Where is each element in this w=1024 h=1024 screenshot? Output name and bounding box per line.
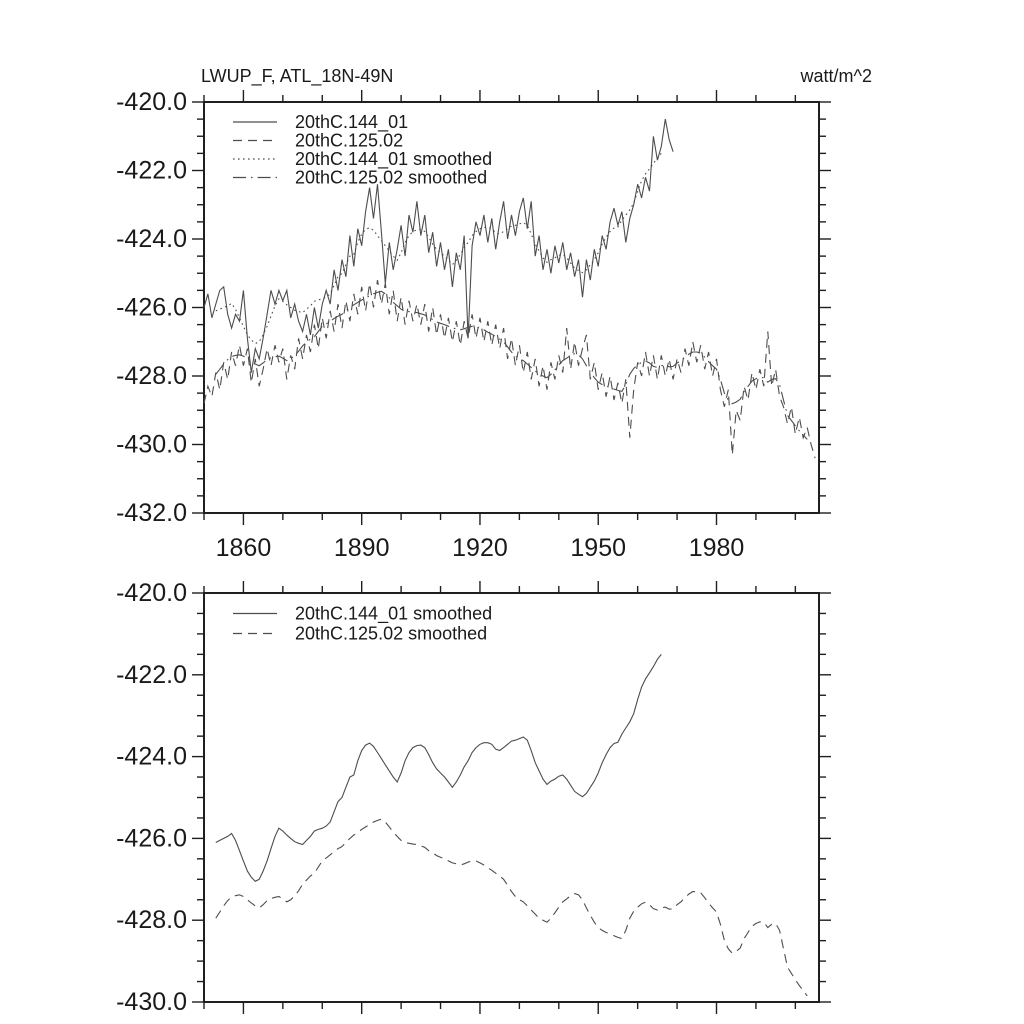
legend-label: 20thC.144_01 smoothed [295,149,493,169]
panel-top [116,88,831,562]
legend-label: 20thC.125.02 smoothed [295,167,488,188]
panel-bottom [116,579,831,1016]
x-tick-label: 1920 [452,534,508,562]
y-tick-label: -430.0 [116,430,187,459]
y-tick-label: -432.0 [116,499,187,527]
series-line-20thC.144_01-smoothed [216,654,662,881]
x-tick-label: 1950 [570,534,627,562]
y-tick-label: -422.0 [116,156,187,185]
plot-frame [204,593,819,1002]
y-tick-label: -424.0 [116,742,187,771]
plot-title: LWUP_F, ATL_18N-49N [201,66,394,86]
y-tick-label: -420.0 [116,579,187,607]
legend-label: 20thC.144_01 smoothed [295,603,493,624]
x-tick-label: 1980 [688,534,745,562]
x-tick-label: 1860 [215,534,272,562]
y-tick-label: -426.0 [116,293,187,322]
y-tick-label: -420.0 [116,88,187,116]
y-tick-label: -424.0 [116,225,187,253]
legend-label: 20thC.125.02 smoothed [295,623,488,644]
y-tick-label: -428.0 [116,362,187,390]
series-line-20thC.125.02-smoothed [216,819,807,996]
series-line-20thC.125.02-smoothed [216,291,807,439]
legend-label: 20thC.144_01 [295,112,409,132]
y-tick-label: -430.0 [116,988,187,1016]
y-tick-label: -426.0 [116,824,187,853]
x-tick-label: 1890 [333,534,390,562]
y-tick-label: -428.0 [116,906,187,935]
units-label: watt/m^2 [800,66,872,86]
legend-label: 20thC.125.02 [295,130,404,151]
y-tick-label: -422.0 [116,660,187,689]
